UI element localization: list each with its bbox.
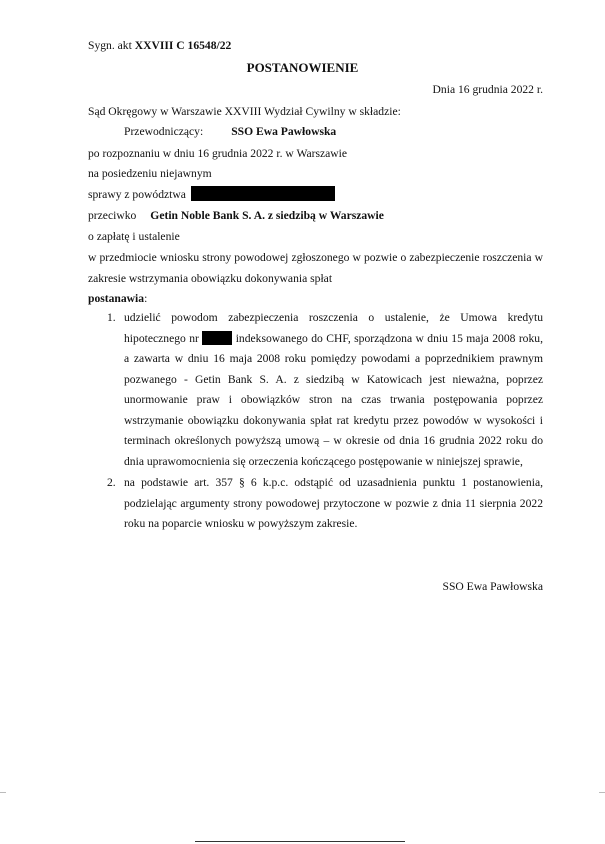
ruling-line — [88, 289, 147, 310]
list-item — [88, 308, 543, 472]
against-label: przeciwko — [88, 209, 137, 222]
presiding-judge: SSO Ewa Pawłowska — [231, 125, 337, 138]
case-reference-label: Sygn. akt — [88, 39, 135, 52]
footer-divider — [195, 841, 405, 842]
redacted-contract-number — [202, 331, 232, 345]
page-margin-mark-right — [599, 792, 605, 793]
case-reference-number: XXVIII C 16548/22 — [134, 39, 232, 52]
case-reference — [88, 36, 231, 57]
page-margin-mark-left — [0, 792, 6, 793]
motion-paragraph: w przedmiocie wniosku strony powodowej zgłoszonego w pozwie o zabezpieczenie roszczenia w zakresie wstrzymania obowiązku dokonywania spłat — [88, 251, 543, 285]
defendant-line — [88, 206, 384, 227]
presiding-label: Przewodniczący: — [124, 125, 204, 138]
item-number: 1. — [107, 311, 116, 324]
plaintiff-line — [88, 185, 335, 206]
ruling-word: postanawia — [88, 292, 145, 305]
ruling-items — [88, 308, 543, 535]
ruling-colon: : — [144, 292, 148, 305]
redacted-plaintiff — [191, 186, 335, 201]
document-date: Dnia 16 grudnia 2022 r. — [432, 83, 543, 96]
court-line: Sąd Okręgowy w Warszawie XXVIII Wydział Cywilny w składzie: — [88, 105, 401, 118]
signature: SSO Ewa Pawłowska — [442, 580, 543, 593]
plaintiff-label: sprawy z powództwa — [88, 188, 186, 201]
session-line: na posiedzeniu niejawnym — [88, 167, 212, 180]
document-title: POSTANOWIENIE — [246, 60, 359, 75]
item-text-start: udzielić powodom zabezpieczenia roszczenia o ustalenie, że Umowa kredytu hipotecznego nr — [124, 311, 543, 345]
considered-line: po rozpoznaniu w dniu 16 grudnia 2022 r. w Warszawie — [88, 147, 348, 160]
presiding-line — [124, 122, 336, 143]
item-text: na podstawie art. 357 § 6 k.p.c. odstąpić od uzasadnienia punktu 1 postanowienia, podzielając argumenty strony powodowej przytoczone w pozwie z dnia 11 sierpnia 2022 roku na poparcie wniosku w powyższym zakresie. — [124, 476, 543, 530]
list-item — [88, 473, 543, 535]
subject-line: o zapłatę i ustalenie — [88, 230, 180, 243]
defendant-name: Getin Noble Bank S. A. z siedzibą w Warszawie — [150, 209, 384, 222]
item-text-end: indeksowanego do CHF, sporządzona w dniu 15 maja 2008 roku, a zawarta w dniu 16 maja 2008 roku pomiędzy powodami a poprzednikiem prawnym pozwanego - Getin Bank S. A. z siedzibą w Katowicach jest nieważna, poprzez unormowanie praw i obowiązków stron na czas trwania postępowania poprzez wstrzymanie obowiązku dokonywania spłat rat kredytu przez powodów w wysokości i terminach określonych powyższą umową – w okresie od dnia 16 grudnia 2022 roku do dnia uprawomocnienia się orzeczenia kończącego postępowanie w niniejszej sprawie, — [124, 331, 543, 468]
item-number: 2. — [107, 476, 116, 489]
